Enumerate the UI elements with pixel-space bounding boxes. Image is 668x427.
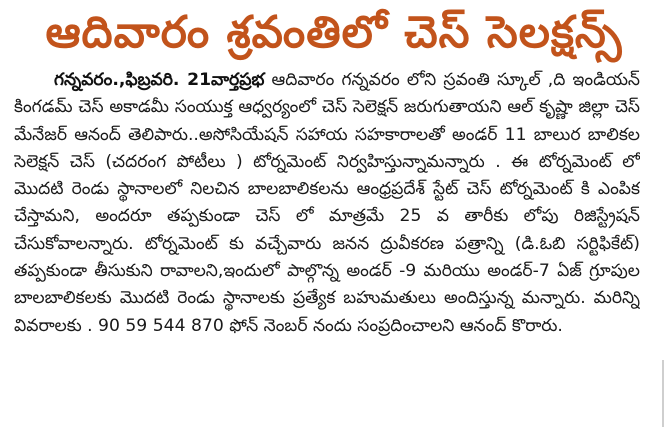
dateline: గన్నవరం.,ఫిబ్రవరి. 21వార్తప్రభ: [54, 70, 265, 90]
page-edge-divider: [662, 360, 664, 427]
headline: ఆదివారం శ్రవంతిలో చెస్ సెలక్షన్స్: [45, 7, 623, 58]
article-body: [14, 67, 640, 419]
article-text: ఆదివారం గన్నవరం లోని స్రవంతి స్కూల్ ,ది ఇండియన్ కింగడమ్ చెస్ అకాడమీ సంయుక్త ఆధ్వర్యంలో చెస్ సెలెక్షన్ జరుగుతాయని ఆల్ కృష్ణా జిల్లా చెస్ మేనేజర్ ఆనంద్ తెలిపారు..అసోసియేషన్ సహాయ సహకారాలతో అండర్ 11 బాలుర బాలికల సెలెక్షన్ చెస్ (చదరంగ పోటీలు ) టోర్నమెంట్ నిర్వహిస్తున్నామన్నారు . ఈ టోర్నమెంట్ లో మొదటి రెండు స్థానాలలో నిలచిన బాలబాలికలను ఆంధ్రప్రదేశ్ స్టేట్ చెస్ టోర్నమెంట్ కి ఎంపిక చేస్తామని, అందరూ తప్పకుండా చెస్ లో మాత్రమే 25 వ తారీకు లోపు రిజిస్ట్రేషన్ చేసుకోవాలన్నారు. టోర్నమెంట్ కు వచ్చేవారు జనన ద్రువీకరణ పత్రాన్ని (డి.ఓబి సర్టిఫికేట్) తప్పకుండా తీసుకుని రావాలని,ఇందులో పాల్గొన్న అండర్ -9 మరియు అండర్-7 ఏజ్ గ్రూపుల బాలబాలికలకు మొదటి రెండు స్థానాలకు ప్రత్యేక బహుమతులు అందిస్తున్న మన్నారు. మరిన్ని వివరాలకు . 90 59 544 870 ఫోన్ నెంబర్ నందు సంప్రదించాలని ఆనంద్ కొరారు.: [14, 70, 640, 336]
